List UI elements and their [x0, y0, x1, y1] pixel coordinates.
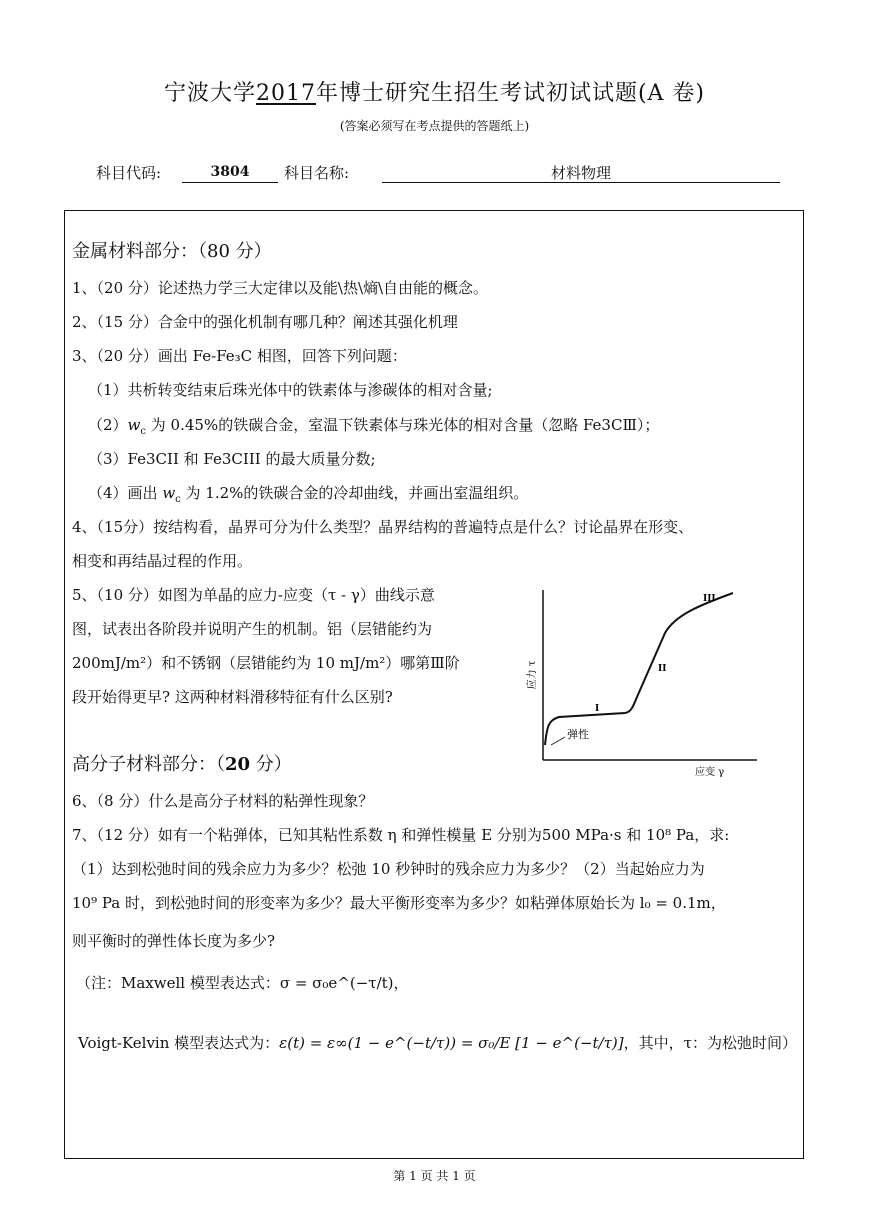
y-axis-label: 应力 τ — [527, 660, 538, 690]
question-1: 1、（20 分）论述热力学三大定律以及能\热\熵\自由能的概念。 — [72, 279, 489, 297]
question-3-4: （4）画出 $w_c$ 为 1.2%的铁碳合金的冷却曲线，并画出室温组织。 — [88, 484, 529, 505]
voigt-equation: ε(t) = ε∞(1 − e^(−t/τ)) = σ₀/E [1 − e^(−t/τ)] — [279, 1034, 624, 1052]
stress-strain-figure — [525, 585, 765, 785]
title-year: 2017 — [255, 81, 316, 106]
elastic-pointer — [551, 737, 565, 745]
question-4-line2: 相变和再结晶过程的作用。 — [72, 552, 253, 570]
elastic-label: 弹性 — [567, 728, 589, 741]
title-rest: 年博士研究生招生考试初试试题(A 卷) — [315, 81, 706, 106]
question-4-line1: 4、（15分）按结构看，晶界可分为什么类型？晶界结构的普遍特点是什么？讨论晶界在形变、 — [72, 518, 694, 536]
question-5-line3: 200mJ/m²）和不锈钢（层错能约为 10 mJ/m²）哪第Ⅲ阶 — [72, 654, 460, 672]
question-7-line4: 则平衡时的弹性体长度为多少? — [72, 932, 276, 950]
question-5-line1: 5、（10 分）如图为单晶的应力-应变（τ - γ）曲线示意 — [72, 586, 435, 604]
question-5-line2: 图，试表出各阶段并说明产生的机制。铝（层错能约为 — [72, 620, 433, 638]
question-7-line3: 10⁹ Pa 时，到松弛时间的形变率为多少？最大平衡形变率为多少？如粘弹体原始长为 l₀ = 0.1m， — [72, 894, 726, 912]
question-3-2: $(2)w_c$ 为 0.45%的铁碳合金，室温下铁素体与珠光体的相对含量（忽略 Fe3CⅢ）； — [88, 416, 660, 437]
code-underline — [182, 182, 278, 183]
exam-title — [0, 76, 869, 107]
subject-name-value: 材料物理 — [550, 164, 611, 182]
question-3-1: （1）共析转变结束后珠光体中的铁素体与渗碳体的相对含量; — [88, 381, 493, 399]
subject-name-label: 科目名称: — [284, 164, 350, 182]
question-7-line1: 7、（12 分）如有一个粘弹体，已知其粘性系数 η 和弹性模量 E 分别为500 MPa·s 和 10⁸ Pa，求: — [72, 826, 730, 844]
stress-strain-curve — [545, 593, 733, 745]
question-6: 6、（8 分）什么是高分子材料的粘弹性现象？ — [72, 792, 374, 810]
question-3: 3、（20 分）画出 Fe-Fe₃C 相图，回答下列问题： — [72, 347, 407, 365]
stage-1-label: I — [595, 704, 600, 714]
question-7-line2: （1）达到松弛时间的残余应力为多少？松弛 10 秒钟时的残余应力为多少？（2）当起始应力为 — [72, 860, 705, 878]
section-metal-heading: 金属材料部分：（80 分） — [72, 241, 272, 262]
section-polymer-heading: 高分子材料部分：（20 分） — [72, 754, 292, 775]
stage-2-label: II — [658, 664, 667, 674]
subject-code-label: 科目代码: — [96, 164, 162, 182]
stage-3-label: III — [703, 594, 716, 604]
x-axis-label: 应变 γ — [695, 767, 725, 778]
title-school: 宁波大学 — [163, 81, 256, 106]
page-footer: 第 1 页 共 1 页 — [393, 1169, 476, 1183]
question-3-3: （3）Fe3CII 和 Fe3CIII 的最大质量分数; — [88, 450, 376, 468]
name-underline — [382, 182, 780, 183]
note-voigt: Voigt-Kelvin 模型表达式为：ε(t) = ε∞(1 − e^(−t/τ)) = σ₀/E [1 − e^(−t/τ)]，其中，τ：为松弛时间） — [78, 1034, 797, 1052]
subject-code-value: 3804 — [210, 164, 250, 180]
question-5-line4: 段开始得更早? 这两种材料滑移特征有什么区别? — [72, 688, 393, 706]
note-maxwell: （注：Maxwell 模型表达式：σ = σ₀e^(−τ/t)， — [76, 974, 409, 992]
question-2: 2、（15 分）合金中的强化机制有哪几种？阐述其强化机理 — [72, 313, 458, 331]
answer-note: (答案必须写在考点提供的答题纸上) — [339, 119, 530, 133]
